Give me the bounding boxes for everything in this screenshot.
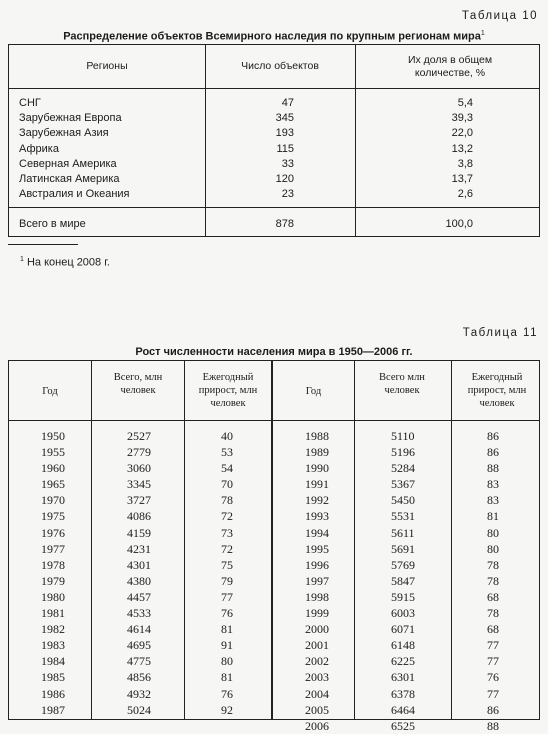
footnote-rule [8, 244, 78, 245]
table-row-year: 2001 [305, 638, 329, 653]
table-row-year: 1988 [305, 429, 329, 443]
table-row-total: 6464 [391, 702, 415, 717]
table-row-growth: 77 [487, 638, 499, 653]
table-row-year: 1985 [41, 670, 65, 685]
table-row-growth: 70 [221, 477, 233, 492]
table-row-total: 4457 [127, 589, 151, 604]
table-row-growth: 78 [487, 573, 499, 588]
table-row-region: Африка [19, 142, 59, 155]
table-row-growth: 78 [487, 606, 499, 621]
table-row-year: 1996 [305, 557, 329, 572]
table-row-growth: 80 [487, 525, 499, 540]
table-row-total: 6378 [391, 686, 415, 701]
table-row-total: 4856 [127, 670, 151, 685]
table-row-growth: 73 [221, 525, 233, 540]
table-row-region: СНГ [19, 97, 41, 109]
table-10-footnote [20, 256, 110, 269]
table-10-regions [19, 96, 130, 202]
table-11-title: Рост численности населения мира в 1950—2006 гг. [135, 346, 413, 358]
table-row-total: 5915 [391, 589, 415, 604]
table-row-growth: 72 [221, 509, 233, 524]
table-row-year: 1984 [41, 654, 65, 669]
table-10-counts [229, 96, 294, 202]
table-row-count: 47 [281, 97, 294, 109]
table-row-count: 115 [276, 142, 294, 155]
table-10-header-count: Число объектов [241, 60, 319, 72]
table-row-growth: 83 [487, 493, 499, 508]
table-row-region: Северная Америка [19, 157, 117, 170]
table-row-growth: 80 [221, 654, 233, 669]
table-row-year: 1970 [41, 493, 65, 508]
table-11-number: Таблица 11 [462, 327, 538, 339]
table-row-year: 1955 [41, 445, 65, 460]
table-row-total: 4231 [127, 541, 151, 556]
table-row-growth: 80 [487, 541, 499, 556]
table-11-header-total-left: Всего, млн человек [113, 372, 163, 396]
table-row-year: 1977 [41, 541, 65, 556]
table-row-year: 1986 [41, 686, 65, 701]
table-row-growth: 81 [221, 670, 233, 685]
table-11-growth-left [221, 428, 233, 718]
table-row-total: 5531 [391, 509, 415, 524]
table-10-number: Таблица 10 [461, 10, 538, 22]
table-10-title-footnote-mark: 1 [480, 30, 485, 37]
table-row-year: 1981 [41, 606, 65, 621]
table-row-share: 5,4 [457, 97, 473, 109]
table-11-half-divider [271, 361, 273, 719]
table-11-years-left [41, 428, 65, 718]
table-11-totals-right [391, 428, 415, 734]
table-row-count: 193 [275, 127, 294, 140]
table-10-total-divider [9, 207, 539, 208]
table-row-region: Зарубежная Азия [19, 127, 109, 140]
table-row-total: 4159 [127, 525, 151, 540]
table-row-year: 1983 [41, 638, 65, 653]
table-row-growth: 54 [221, 461, 233, 476]
table-11-header-year-right: Год [305, 386, 322, 397]
table-row-region: Зарубежная Европа [19, 112, 122, 125]
table-row-region: Латинская Америка [19, 173, 120, 186]
table-11 [8, 360, 540, 733]
table-row-total: 4775 [127, 654, 151, 669]
table-row-growth: 76 [487, 670, 499, 685]
table-row-growth: 88 [487, 461, 499, 476]
table-row-year: 1979 [41, 573, 65, 588]
table-10-total-share: 100,0 [445, 218, 473, 230]
table-row-total: 5611 [391, 525, 415, 540]
table-row-year: 2006 [305, 718, 329, 733]
table-row-share: 22,0 [451, 127, 473, 140]
table-row-year: 1982 [41, 622, 65, 637]
table-row-growth: 79 [221, 573, 233, 588]
table-row-total: 3060 [127, 461, 151, 476]
table-row-count: 120 [275, 173, 294, 186]
table-row-growth: 92 [221, 702, 233, 717]
table-row-growth: 83 [487, 477, 499, 492]
table-row-year: 1978 [41, 557, 65, 572]
table-row-total: 4086 [127, 509, 151, 524]
footnote-mark: 1 [20, 256, 24, 263]
table-row-total: 5450 [391, 493, 415, 508]
table-row-total: 5769 [391, 557, 415, 572]
table-row-total: 5196 [391, 445, 415, 460]
table-row-total: 6148 [391, 638, 415, 653]
table-row-total: 6225 [391, 654, 415, 669]
table-row-total: 4533 [127, 606, 151, 621]
table-10-title [0, 30, 548, 43]
table-row-total: 5847 [391, 573, 415, 588]
table-10-shares [409, 96, 473, 202]
table-row-growth: 77 [487, 654, 499, 669]
table-row-growth: 86 [487, 429, 499, 443]
table-row-total: 6301 [391, 670, 415, 685]
table-row-year: 2004 [305, 686, 329, 701]
table-row-share: 3,8 [457, 157, 473, 170]
table-row-share: 13,2 [451, 142, 473, 155]
table-row-growth: 40 [221, 429, 233, 443]
table-row-year: 1999 [305, 606, 329, 621]
table-row-year: 1995 [305, 541, 329, 556]
table-11-col-divider-4 [451, 361, 452, 719]
table-11-totals-left [127, 428, 151, 718]
table-row-total: 4614 [127, 622, 151, 637]
table-10-col-divider-2 [355, 45, 356, 236]
table-row-total: 5110 [391, 429, 415, 443]
table-row-total: 5691 [391, 541, 415, 556]
table-11-header-total-right: Всего млн человек [379, 372, 425, 396]
table-10-header-region: Регионы [86, 60, 128, 72]
table-row-growth: 72 [221, 541, 233, 556]
table-row-year: 1989 [305, 445, 329, 460]
table-row-growth: 86 [487, 702, 499, 717]
table-row-growth: 88 [487, 718, 499, 733]
table-row-region: Австралия и Океания [19, 188, 130, 201]
table-11-growth-right [487, 428, 499, 734]
table-row-total: 6071 [391, 622, 415, 637]
table-10-title-text: Распределение объектов Всемирного наследия по крупным регионам мира [63, 30, 481, 43]
table-10-total-label: Всего в мире [19, 218, 86, 230]
table-row-growth: 77 [487, 686, 499, 701]
table-row-year: 1991 [305, 477, 329, 492]
table-row-year: 1975 [41, 509, 65, 524]
table-11-col-divider-2 [184, 361, 185, 719]
table-row-growth: 68 [487, 589, 499, 604]
table-11-header-divider [9, 420, 539, 421]
table-11-header-year-left: Год [42, 386, 58, 397]
table-10 [8, 44, 540, 237]
table-row-year: 1965 [41, 477, 65, 492]
table-row-share: 13,7 [451, 173, 473, 186]
table-row-total: 6003 [391, 606, 415, 621]
table-row-total: 3727 [127, 493, 151, 508]
table-row-growth: 78 [487, 557, 499, 572]
table-11-col-divider-3 [354, 361, 355, 719]
footnote-text: На конец 2008 г. [26, 256, 110, 269]
table-row-total: 4301 [127, 557, 151, 572]
table-11-header-growth-left: Ежегодный прирост, млн человек [198, 372, 258, 409]
table-row-year: 1992 [305, 493, 329, 508]
table-row-count: 33 [281, 157, 294, 170]
table-row-growth: 81 [487, 509, 499, 524]
table-row-total: 4380 [127, 573, 151, 588]
table-row-growth: 78 [221, 493, 233, 508]
table-row-total: 4932 [127, 686, 151, 701]
table-row-total: 5024 [127, 702, 151, 717]
table-row-total: 2779 [127, 445, 151, 460]
table-row-total: 5367 [391, 477, 415, 492]
table-row-year: 2002 [305, 654, 329, 669]
table-10-header-divider [9, 88, 539, 89]
table-10-total-count: 878 [275, 218, 294, 230]
table-row-growth: 76 [221, 606, 233, 621]
table-row-total: 3345 [127, 477, 151, 492]
table-row-year: 1987 [41, 702, 65, 717]
table-row-growth: 68 [487, 622, 499, 637]
table-row-share: 39,3 [451, 112, 473, 125]
table-row-share: 2,6 [457, 188, 473, 201]
table-11-years-right [305, 428, 329, 734]
table-row-total: 2527 [127, 429, 151, 443]
table-row-growth: 75 [221, 557, 233, 572]
table-11-header-growth-right: Ежегодный прирост, млн человек [467, 372, 527, 409]
table-row-year: 1997 [305, 573, 329, 588]
table-row-year: 1998 [305, 589, 329, 604]
table-row-growth: 91 [221, 638, 233, 653]
table-row-count: 23 [281, 188, 294, 201]
table-row-year: 1980 [41, 589, 65, 604]
table-row-year: 1950 [41, 429, 65, 443]
table-10-header-share: Их доля в общем количестве, % [407, 54, 493, 79]
table-row-growth: 86 [487, 445, 499, 460]
table-row-year: 2005 [305, 702, 329, 717]
table-row-total: 6525 [391, 718, 415, 733]
table-row-count: 345 [275, 112, 294, 125]
table-row-year: 1976 [41, 525, 65, 540]
table-row-year: 1990 [305, 461, 329, 476]
table-row-year: 1960 [41, 461, 65, 476]
table-row-year: 2003 [305, 670, 329, 685]
table-row-growth: 81 [221, 622, 233, 637]
table-row-growth: 53 [221, 445, 233, 460]
table-row-year: 1993 [305, 509, 329, 524]
table-row-year: 2000 [305, 622, 329, 637]
table-row-total: 4695 [127, 638, 151, 653]
table-row-growth: 77 [221, 589, 233, 604]
table-row-year: 1994 [305, 525, 329, 540]
table-10-col-divider-1 [205, 45, 206, 236]
table-row-total: 5284 [391, 461, 415, 476]
table-row-growth: 76 [221, 686, 233, 701]
table-11-col-divider-1 [91, 361, 92, 719]
